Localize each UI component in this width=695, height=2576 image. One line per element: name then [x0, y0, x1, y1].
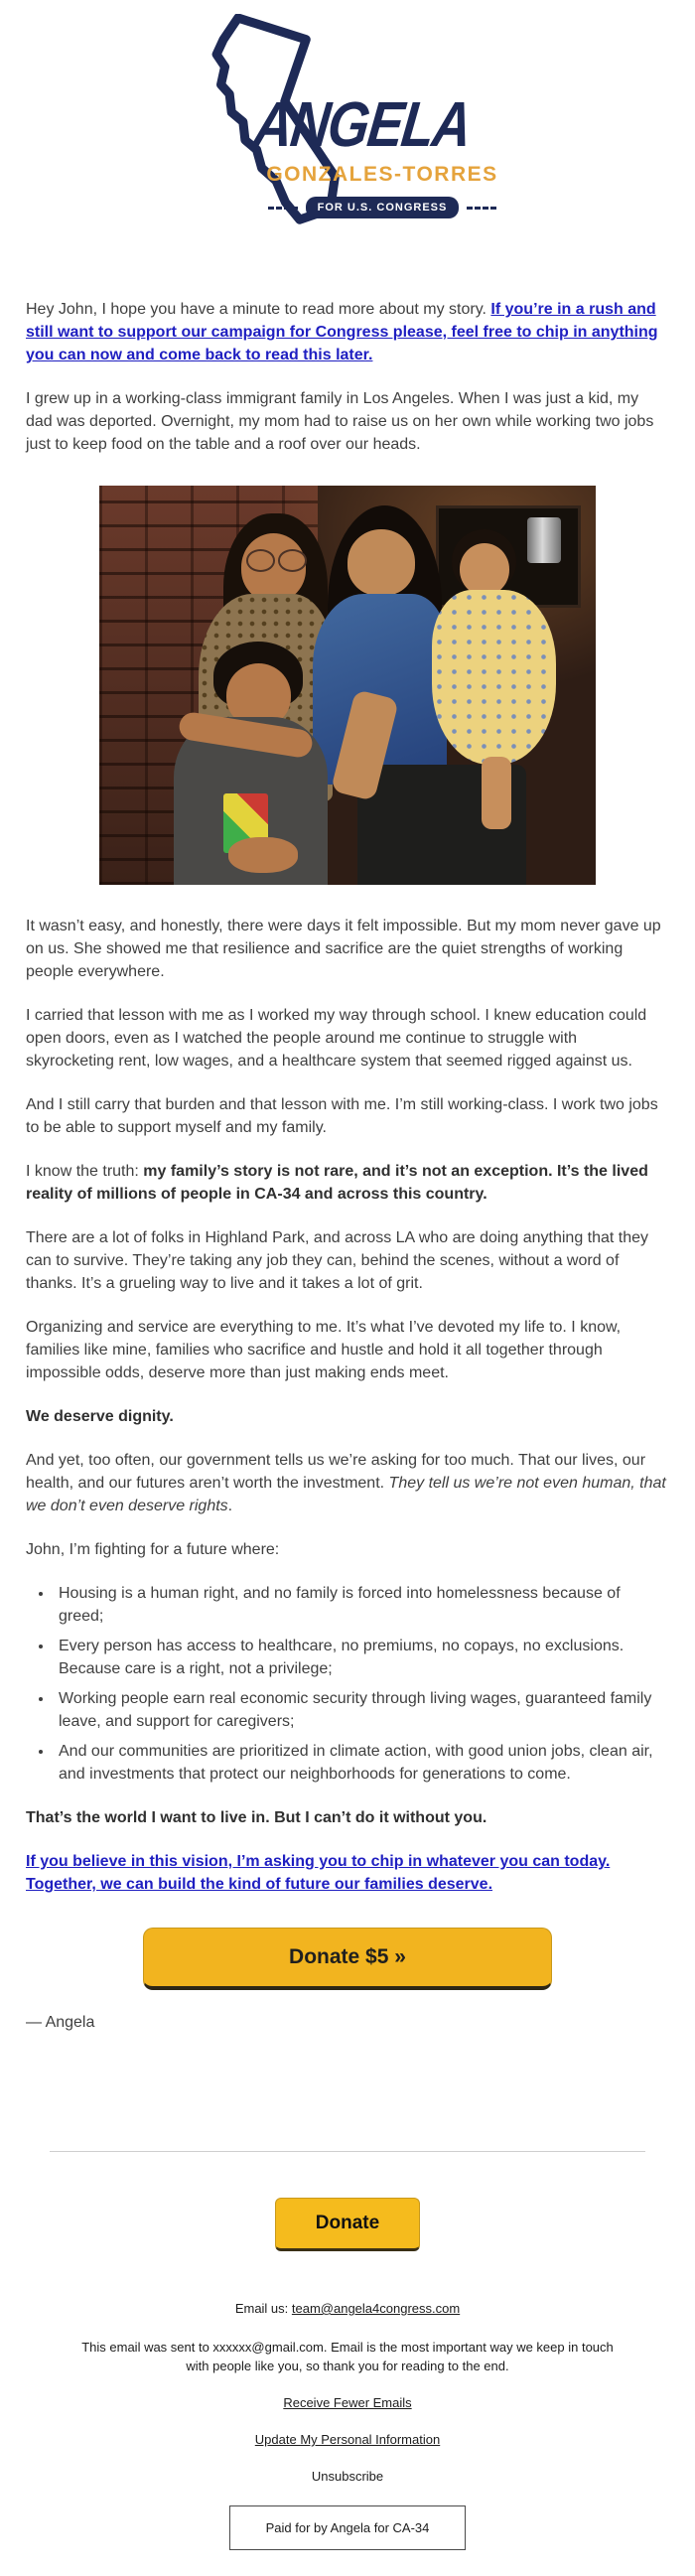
bullet-healthcare: • Every person has access to healthcare, no premiums, no copays, no exclusions. Because care is a right, not a privilege; — [54, 1635, 669, 1680]
paragraph-not-easy: It wasn’t easy, and honestly, there were days it felt impossible. But my mom never gave up on us. She showed me that resilience and sacrifice are the quiet strengths of working people everywhere. — [26, 918, 661, 980]
paragraph-closing-ask — [26, 1850, 669, 1896]
paragraph-still-carry: And I still carry that burden and that lesson with me. I’m still working-class. I work two jobs to be able to support myself and my family. — [26, 1096, 658, 1136]
update-personal-info-link[interactable]: Update My Personal Information — [254, 2432, 441, 2447]
dash-ornament-right — [467, 207, 496, 210]
greeting-paragraph — [26, 298, 669, 366]
logo-office-banner — [159, 197, 536, 218]
email-body — [0, 298, 695, 2034]
future-bullet-list — [26, 1582, 669, 1786]
paragraph-and-yet — [26, 1449, 669, 1517]
clasped-hands — [228, 837, 298, 873]
footer-divider — [50, 2151, 645, 2152]
paragraph-carried-lesson: I carried that lesson with me as I worked my way through school. I knew education could open doors, even as I watched the people around me continue to struggle with skyrocketing rent, low wages, and a healthcare system that seemed rigged against us. — [26, 1007, 647, 1070]
receive-fewer-emails-link[interactable]: Receive Fewer Emails — [283, 2395, 412, 2410]
unsubscribe-link[interactable]: Unsubscribe — [311, 2469, 384, 2484]
bullet-housing: • Housing is a human right, and no family is forced into homelessness because of greed; — [54, 1582, 669, 1628]
and-yet-period: . — [227, 1498, 233, 1514]
email-us-link[interactable]: team@angela4congress.com — [291, 2301, 461, 2316]
paragraph-folks: There are a lot of folks in Highland Park, and across LA who are doing anything that they can to survive. They’re taking any job they can, behind the scenes, without a word of thanks. It’s a grueling way to live and it takes a lot of grit. — [26, 1229, 649, 1292]
truth-lead: I know the truth: — [26, 1163, 144, 1180]
glasses-right-lens — [278, 549, 307, 571]
campaign-logo — [159, 14, 536, 254]
family-photo — [99, 486, 596, 885]
unsubscribe-row — [0, 2467, 695, 2486]
logo-candidate-surname: GONZALES-TORRES — [266, 163, 498, 186]
office-pill: FOR U.S. CONGRESS — [306, 197, 460, 218]
and-yet-lead: And yet, too often, our government tells us we’re asking for too much. That our lives, our health, and our futures aren’t worth the investment. — [26, 1452, 646, 1492]
dash-ornament-left — [268, 207, 298, 210]
logo-candidate-name: ANGELA — [250, 88, 475, 160]
signoff: — Angela — [26, 2014, 95, 2031]
greeting-text: Hey John, I hope you have a minute to read more about my story. — [26, 301, 491, 318]
sent-note: This email was sent to xxxxxx@gmail.com. Email is the most important way we keep in touch with people like you, so thank you for reading to the end. — [81, 2340, 614, 2373]
closing-donate-link[interactable]: If you believe in this vision, I’m asking you to chip in whatever you can today. Together, we can build the kind of future our families deserve. — [26, 1853, 611, 1893]
email-us-row — [0, 2299, 695, 2318]
toddler-leg — [482, 757, 511, 828]
paragraph-truth — [26, 1160, 669, 1206]
email-footer — [0, 2299, 695, 2576]
bullet-economic-security: • Working people earn real economic security through living wages, guaranteed family leave, and support for caregivers; — [54, 1687, 669, 1733]
glasses-left-lens — [246, 549, 275, 571]
bullet-climate: • And our communities are prioritized in climate action, with good union jobs, clean air, and investments that protect our neighborhoods for generations to come. — [54, 1740, 669, 1786]
receive-fewer-row — [0, 2393, 695, 2412]
toddler-face — [460, 543, 509, 595]
background-canister — [527, 517, 561, 563]
email-us-label: Email us: — [234, 2301, 292, 2316]
paragraph-dignity — [26, 1405, 669, 1428]
paragraph-organizing: Organizing and service are everything to me. It’s what I’ve devoted my life to. I know, families like mine, families who sacrifice and hustle and hold it all together through impossible odds, deserve more than just making ends meet. — [26, 1319, 622, 1381]
paid-for-disclaimer: Paid for by Angela for CA-34 — [229, 2505, 467, 2550]
world-bold: That’s the world I want to live in. But I can’t do it without you. — [26, 1809, 487, 1826]
paragraph-world — [26, 1806, 669, 1829]
update-info-row — [0, 2430, 695, 2449]
donate-5-button[interactable]: Donate $5 » — [143, 1928, 552, 1990]
rush-donate-link[interactable]: If you’re in a rush and still want to support our campaign for Congress please, feel free to chip in anything you can now and come back to read this later. — [26, 301, 658, 363]
mother-face — [348, 529, 415, 595]
dignity-bold: We deserve dignity. — [26, 1408, 174, 1425]
truth-bold: my family’s story is not rare, and it’s not an exception. It’s the lived reality of millions of people in CA-34 and across this country. — [26, 1163, 648, 1203]
paragraph-grew-up: I grew up in a working-class immigrant family in Los Angeles. When I was just a kid, my dad was deported. Overnight, my mom had to raise us on her own while working two jobs just to keep food on the table and a roof over our heads. — [26, 390, 654, 453]
paragraph-fighting-for: John, I’m fighting for a future where: — [26, 1541, 280, 1558]
toddler-floral-dress — [432, 590, 556, 766]
footer-donate-button[interactable]: Donate — [275, 2198, 420, 2251]
and-yet-italic: They tell us we’re not even human, that we don’t even deserve rights — [26, 1475, 666, 1514]
